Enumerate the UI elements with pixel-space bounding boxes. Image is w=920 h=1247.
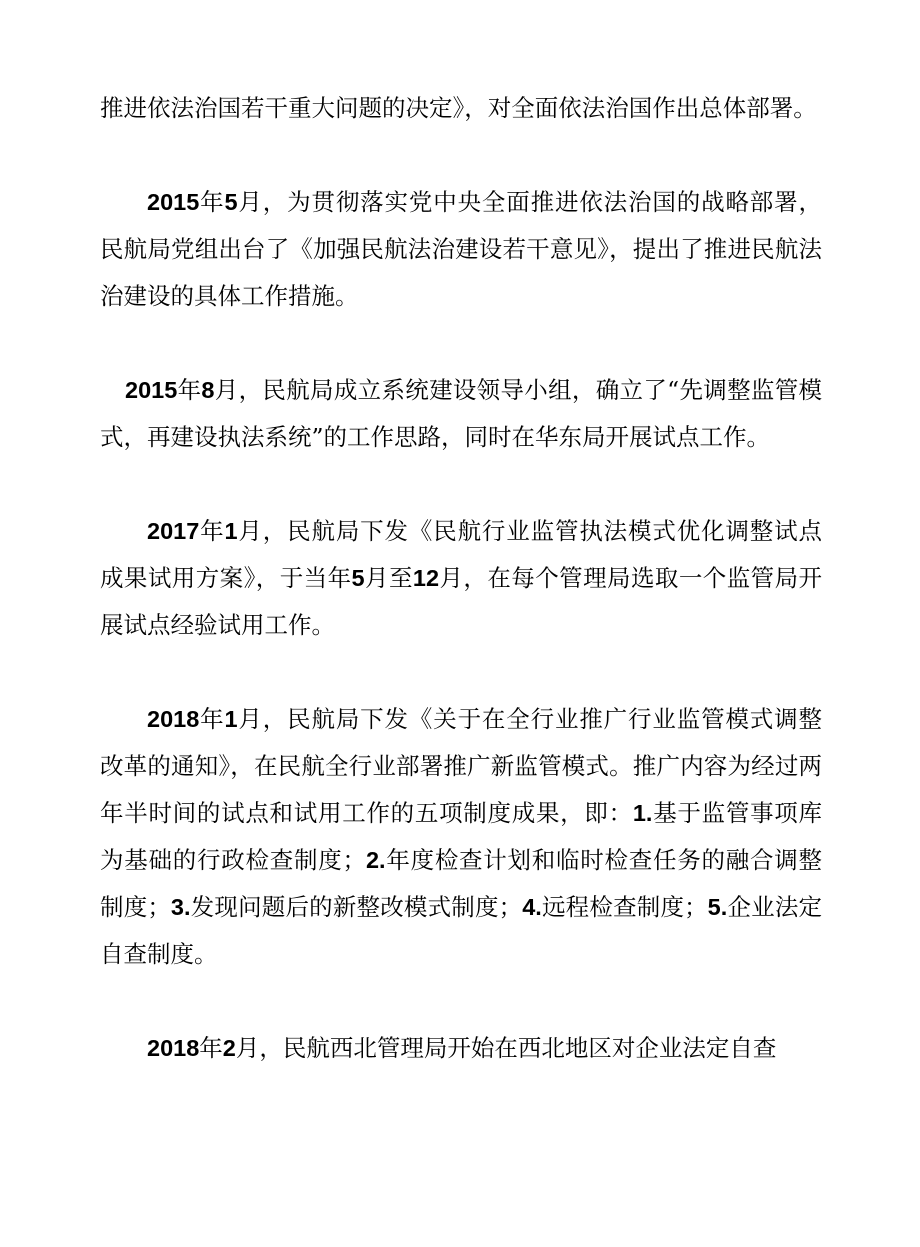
- paragraph-gap: [100, 649, 822, 696]
- numeral: 2018: [147, 1035, 200, 1061]
- paragraph-2018-january: 2018年1月，民航局下发《关于在全行业推广行业监管模式调整改革的通知》，在民航全行业部署推广新监管模式。推广内容为经过两年半时间的试点和试用工作的五项制度成果，即：1.基于监管事项库为基础的行政检查制度；2.年度检查计划和临时检查任务的融合调整制度；3.发现问题后的新整改模式制度；4.远程检查制度；5.企业法定自查制度。: [100, 705, 823, 968]
- numeral: 8: [201, 377, 215, 403]
- numeral: 12: [412, 565, 440, 591]
- numeral: 2.: [365, 847, 386, 873]
- paragraph-2015-august: 2015年8月，民航局成立系统建设领导小组，确立了“先调整监管模式，再建设执法系统”的工作思路，同时在华东局开展试点工作。: [100, 376, 823, 451]
- numeral: 5: [351, 565, 365, 591]
- numeral: 2015: [125, 377, 178, 403]
- paragraph-gap: [100, 320, 822, 367]
- paragraph-continuation: 推进依法治国若干重大问题的决定》，对全面依法治国作出总体部署。: [100, 94, 817, 122]
- numeral: 2015: [147, 189, 200, 215]
- numeral: 3.: [170, 894, 191, 920]
- paragraph-gap: [100, 461, 822, 508]
- paragraph-gap: [100, 978, 822, 1025]
- numeral: 2018: [147, 706, 200, 732]
- numeral: 1: [224, 706, 238, 732]
- numeral: 2017: [147, 518, 200, 544]
- numeral: 5.: [707, 894, 728, 920]
- numeral: 1: [224, 518, 238, 544]
- paragraph-gap: [100, 132, 822, 179]
- numeral: 2: [222, 1035, 236, 1061]
- numeral: 1.: [632, 800, 653, 826]
- paragraph-2017-january: 2017年1月，民航局下发《民航行业监管执法模式优化调整试点成果试用方案》，于当年5月至12月，在每个管理局选取一个监管局开展试点经验试用工作。: [100, 517, 823, 639]
- paragraph-2018-february: 2018年2月，民航西北管理局开始在西北地区对企业法定自查: [147, 1034, 777, 1062]
- paragraph-2015-may: 2015年5月，为贯彻落实党中央全面推进依法治国的战略部署，民航局党组出台了《加强民航法治建设若干意见》，提出了推进民航法治建设的具体工作措施。: [100, 188, 822, 310]
- numeral: 4.: [522, 894, 542, 920]
- document-page: [100, 85, 822, 1072]
- numeral: 5: [224, 189, 238, 215]
